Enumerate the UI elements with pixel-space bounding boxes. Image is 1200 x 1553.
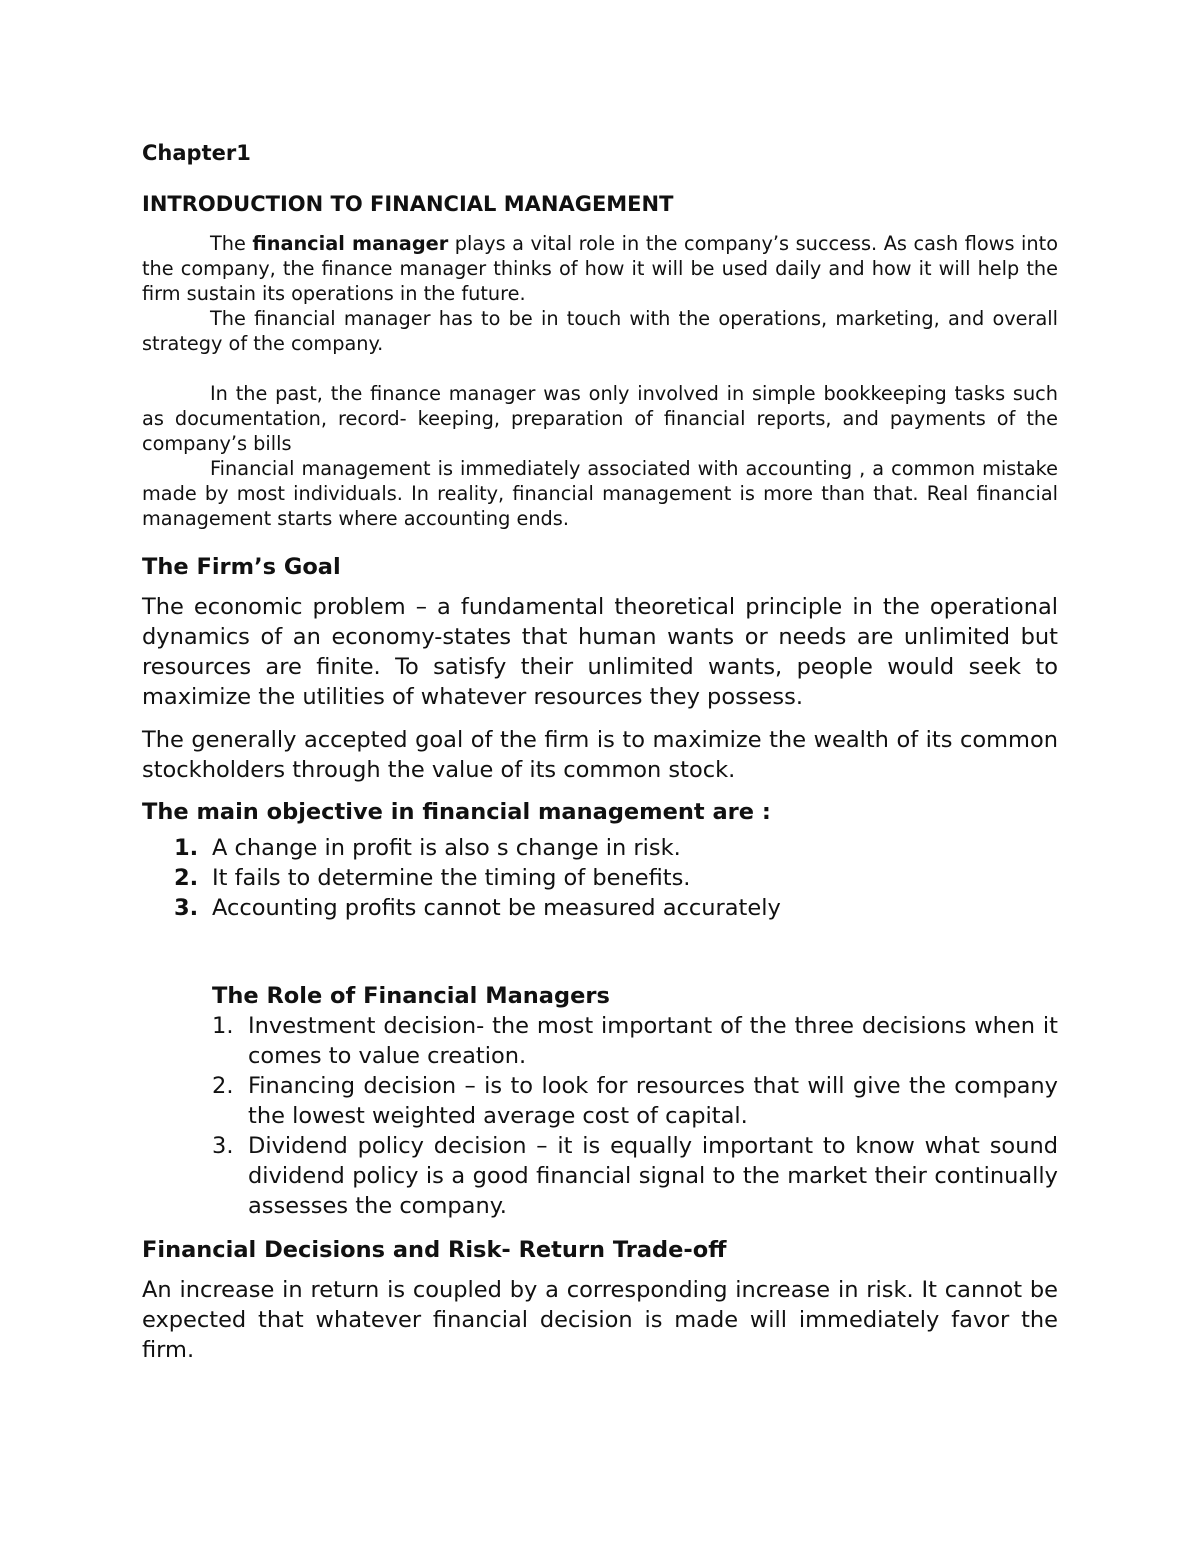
- objectives-list: [142, 833, 1058, 923]
- chapter-label: Chapter1: [142, 141, 251, 165]
- list-item: [212, 1131, 1058, 1221]
- list-item: [174, 863, 1058, 893]
- list-item: [212, 1071, 1058, 1131]
- list-item-text: Accounting profits cannot be measured accurately: [212, 895, 781, 922]
- list-item: [212, 1011, 1058, 1071]
- list-item-text: Dividend policy decision – it is equally important to know what sound dividend policy is a good financial signal to the market their continually assesses the company.: [248, 1133, 1058, 1220]
- list-item-number: 1.: [212, 1013, 234, 1040]
- intro-p1-bold: financial manager: [252, 231, 449, 255]
- intro-paragraph-3: In the past, the finance manager was only involved in simple bookkeeping tasks such as documentation, record- keeping, preparation of financial reports, and payments of the company’s bills: [142, 381, 1058, 455]
- firms-goal-heading: The Firm’s Goal: [142, 553, 341, 580]
- roles-list: [212, 1011, 1058, 1221]
- roles-heading: The Role of Financial Managers: [212, 983, 610, 1010]
- document-page: [142, 140, 1058, 1378]
- intro-paragraph-1: [142, 231, 1058, 306]
- list-item-number: 2.: [212, 1073, 234, 1100]
- list-item-text: Investment decision- the most important of the three decisions when it comes to value creation.: [248, 1013, 1058, 1070]
- tradeoff-paragraph: An increase in return is coupled by a corresponding increase in risk. It cannot be expected that whatever financial decision is made will immediately favor the firm.: [142, 1277, 1058, 1364]
- list-item-number: 3.: [212, 1133, 234, 1160]
- intro-paragraph-2: The financial manager has to be in touch with the operations, marketing, and overall strategy of the company.: [142, 306, 1058, 355]
- list-item: [174, 893, 1058, 923]
- list-item: [174, 833, 1058, 863]
- list-item-number: 1.: [174, 835, 199, 862]
- firms-goal-paragraph-2: The generally accepted goal of the firm is to maximize the wealth of its common stockholders through the value of its common stock.: [142, 726, 1058, 783]
- list-item-text: It fails to determine the timing of benefits.: [212, 865, 691, 892]
- list-item-number: 2.: [174, 865, 199, 892]
- roles-section: [212, 981, 1058, 1221]
- paragraph-gap: [142, 356, 1058, 381]
- page-title: INTRODUCTION TO FINANCIAL MANAGEMENT: [142, 192, 674, 217]
- list-item-text: A change in profit is also s change in risk.: [212, 835, 681, 862]
- tradeoff-heading: Financial Decisions and Risk- Return Trade-off: [142, 1237, 727, 1264]
- list-item-text: Financing decision – is to look for resources that will give the company the lowest weighted average cost of capital.: [248, 1073, 1058, 1130]
- list-item-number: 3.: [174, 895, 199, 922]
- intro-p1-after: plays a vital role in the company’s success. As cash flows into the company, the finance manager thinks of how it will be used daily and how it will help the firm sustain its operations in the future.: [142, 231, 1058, 305]
- intro-paragraph-4: Financial management is immediately associated with accounting , a common mistake made by most individuals. In reality, financial management is more than that. Real financial management starts where accounting ends.: [142, 456, 1058, 530]
- firms-goal-paragraph-1: The economic problem – a fundamental theoretical principle in the operational dynamics of an economy-states that human wants or needs are unlimited but resources are finite. To satisfy their unlimited wants, people would seek to maximize the utilities of whatever resources they possess.: [142, 593, 1058, 710]
- objectives-heading: The main objective in financial management are :: [142, 798, 771, 825]
- intro-p1-before: The: [210, 231, 253, 255]
